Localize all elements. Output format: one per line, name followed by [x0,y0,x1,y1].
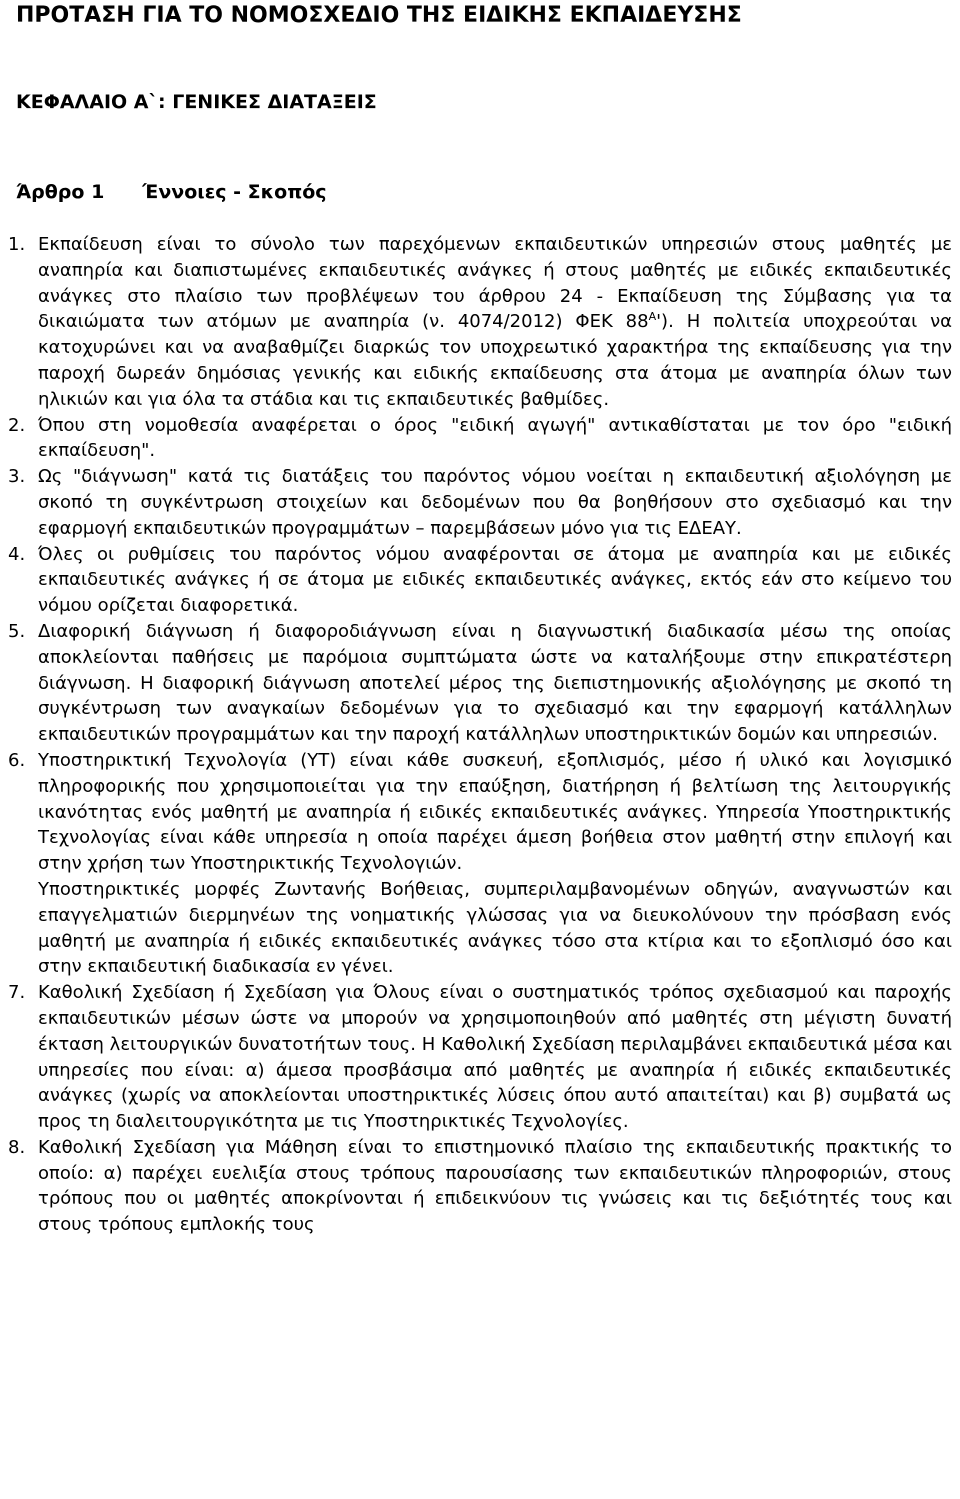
item-number: 8. [8,1136,26,1158]
item-number: 3. [8,466,26,488]
item-text: Όπου στη νομοθεσία αναφέρεται ο όρος "ειδική αγωγή" αντικαθίσταται με τον όρο "ειδική εκπαίδευση". [38,414,952,462]
list-item [0,464,960,541]
item-text: Καθολική Σχεδίαση για Μάθηση είναι το επιστημονικό πλαίσιο της εκπαιδευτικής πρακτικής το οποίο: α) παρέχει ευελιξία στους τρόπους παρουσίασης των εκπαιδευτικών πληροφοριών, στους τρόπους που οι μαθητές αποκρίνονται ή επιδεικνύουν τις γνώσεις και τις δεξιότητές τους και στους τρόπους εμπλοκής τους [38,1136,952,1236]
item-text-part-a: Εκπαίδευση είναι το σύνολο των παρεχόμενων εκπαιδευτικών υπηρεσιών στους μαθητές με αναπηρία και διαπιστωμένες εκπαιδευτικές ανάγκες ή στους μαθητές με ειδικές εκπαιδευτικές ανάγκες στο πλαίσιο των προβλέψεων του άρθρου 24 - Εκπαίδευση της Σύμβασης για τα δικαιώματα των ατόμων με αναπηρία (ν. 4074/2012) ΦΕΚ 88 [38,234,952,333]
item-number: 5. [8,620,26,642]
superscript: Α [648,310,657,324]
item-text: Υποστηρικτική Τεχνολογία (ΥΤ) είναι κάθε συσκευή, εξοπλισμός, μέσο ή υλικό και λογισμικό πληροφορικής που χρησιμοποιείται για την επαύξηση, διατήρηση ή βελτίωση της λειτουργικής ικανότητας ενός μαθητή με αναπηρία ή ειδικές εκπαιδευτικές ανάγκες. Υπηρεσία Υποστηρικτικής Τεχνολογίας είναι κάθε υπηρεσία η οποία παρέχει άμεση βοήθεια στον μαθητή στην επιλογή και στην χρήση των Υποστηρικτικής Τεχνολογιών. [38,749,952,875]
list-item [0,980,960,1135]
article-label: Άρθρο 1 [16,181,105,203]
article-title: Έννοιες - Σκοπός [142,181,327,203]
item-number: 6. [8,749,26,771]
list-item [0,748,960,980]
list-item [0,232,960,413]
item-number: 4. [8,543,26,565]
list-item [0,619,960,748]
chapter-heading: ΚΕΦΑΛΑΙΟ Α`: ΓΕΝΙΚΕΣ ΔΙΑΤΑΞΕΙΣ [16,91,377,113]
item-text: Καθολική Σχεδίαση ή Σχεδίαση για Όλους είναι ο συστηματικός τρόπος σχεδιασμού και παροχής εκπαιδευτικών μέσων ώστε να μπορούν να χρησιμοποιηθούν από μαθητές στη μέγιστη δυνατή έκταση λειτουργικών δυνατοτήτων τους. Η Καθολική Σχεδίαση περιλαμβάνει εκπαιδευτικά μέσα και υπηρεσίες που είναι: α) άμεσα προσβάσιμα από μαθητές με αναπηρία ή ειδικές εκπαιδευτικές ανάγκες (χωρίς να αποκλείονται υποστηρικτικές λύσεις όπου αυτό απαιτείται) και β) συμβατά ως προς τη διαλειτουργικότητα με τις Υποστηρικτικές Τεχνολογίες. [38,982,952,1133]
list-item [0,542,960,619]
item-text: Διαφορική διάγνωση ή διαφοροδιάγνωση είναι η διαγνωστική διαδικασία μέσω της οποίας αποκλείονται παθήσεις με παρόμοια συμπτώματα ώστε να καταλήξουμε στην επικρατέστερη διάγνωση. Η διαφορική διάγνωση αποτελεί μέρος της διεπιστημονικής αξιολόγησης με σκοπό τη συγκέντρωση των αναγκαίων δεδομένων για το σχεδιασμό και την εφαρμογή κατάλληλων εκπαιδευτικών προγραμμάτων και την παροχή κατάλληλων υποστηρικτικών δομών και υπηρεσιών. [38,620,952,746]
list-item [0,1135,960,1238]
item-number: 2. [8,414,26,436]
article-heading [16,179,327,205]
item-text [38,232,952,413]
item-text: Όλες οι ρυθμίσεις του παρόντος νόμου αναφέρονται σε άτομα με αναπηρία και με ειδικές εκπαιδευτικές ανάγκες ή σε άτομα με ειδικές εκπαιδευτικές ανάγκες, εκτός εάν στο κείμενο του νόμου ορίζεται διαφορετικά. [38,543,952,617]
article-items [0,232,960,1238]
item-text-continued: Υποστηρικτικές μορφές Ζωντανής Βοήθειας, συμπεριλαμβανομένων οδηγών, αναγνωστών και επαγγελματιών διερμηνέων της νοηματικής γλώσσας για να διευκολύνουν την πρόσβαση ενός μαθητή με αναπηρία ή ειδικές εκπαιδευτικές ανάγκες τόσο στα κτίρια και το εξοπλισμό όσο και στην εκπαιδευτική διαδικασία εν γένει. [38,878,952,978]
item-text-part-b: '). Η πολιτεία υποχρεούται να κατοχυρώνει και να αναβαθμίζει διαρκώς τον υποχρεωτικό χαρακτήρα της εκπαίδευσης για την παροχή δωρεάν δημόσιας γενικής και ειδικής εκπαίδευσης στα άτομα με αναπηρία όλων των ηλικιών και για όλα τα στάδια και τις εκπαιδευτικές βαθμίδες. [38,311,953,410]
item-number: 7. [8,982,26,1004]
item-number: 1. [8,234,26,255]
list-item [0,413,960,465]
item-text: Ως "διάγνωση" κατά τις διατάξεις του παρόντος νόμου νοείται η εκπαιδευτική αξιολόγηση με σκοπό τη συγκέντρωση στοιχείων και δεδομένων που θα βοηθήσουν στο σχεδιασμό και την εφαρμογή εκπαιδευτικών προγραμμάτων – παρεμβάσεων μόνο για τις ΕΔΕΑΥ. [38,466,952,539]
document-title: ΠΡΟΤΑΣΗ ΓΙΑ ΤΟ ΝΟΜΟΣΧΕΔΙΟ ΤΗΣ ΕΙΔΙΚΗΣ ΕΚΠΑΙΔΕΥΣΗΣ [16,3,742,28]
